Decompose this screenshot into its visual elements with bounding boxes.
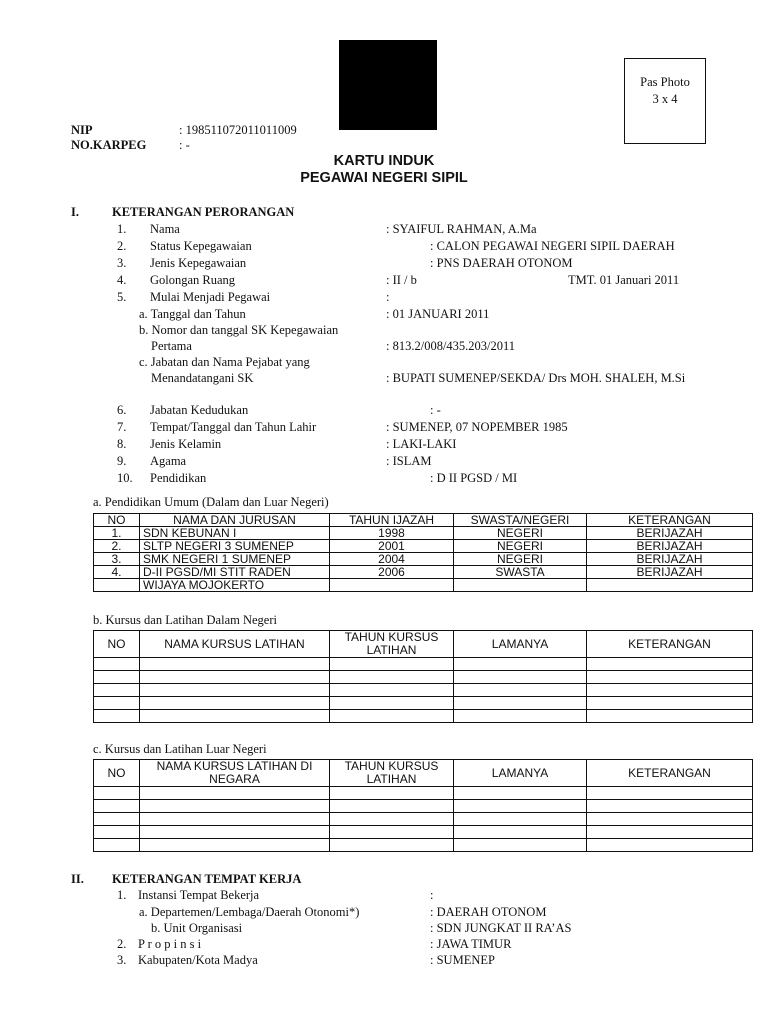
table-cell bbox=[454, 710, 587, 723]
field-label: P r o p i n s i bbox=[138, 937, 202, 951]
table-cell: WIJAYA MOJOKERTO bbox=[140, 579, 330, 592]
row-number: 7. bbox=[117, 420, 127, 434]
field-value: : PNS DAERAH OTONOM bbox=[430, 256, 573, 270]
pendidikan-table bbox=[93, 513, 753, 592]
karpeg-value: : - bbox=[179, 138, 190, 152]
table-cell bbox=[454, 671, 587, 684]
row-number: 6. bbox=[117, 403, 127, 417]
photo-image bbox=[339, 40, 437, 130]
table-cell bbox=[140, 800, 330, 813]
table-cell bbox=[587, 579, 753, 592]
table-row bbox=[94, 658, 753, 671]
table-cell bbox=[140, 839, 330, 852]
table-cell bbox=[587, 697, 753, 710]
field-value: : CALON PEGAWAI NEGERI SIPIL DAERAH bbox=[430, 239, 675, 253]
table-cell bbox=[454, 826, 587, 839]
field-label: a. Tanggal dan Tahun bbox=[139, 307, 246, 321]
table-cell: SLTP NEGERI 3 SUMENEP bbox=[140, 540, 330, 553]
table-cell bbox=[94, 800, 140, 813]
field-label: Pertama bbox=[151, 339, 192, 353]
column-header: LAMANYA bbox=[454, 760, 587, 787]
field-value: : II / b bbox=[386, 273, 417, 287]
table-cell bbox=[94, 684, 140, 697]
table-cell bbox=[94, 658, 140, 671]
column-header: KETERANGAN bbox=[587, 631, 753, 658]
table-cell bbox=[94, 826, 140, 839]
table-cell: 1998 bbox=[330, 527, 454, 540]
column-header: KETERANGAN bbox=[587, 514, 753, 527]
field-value: : LAKI-LAKI bbox=[386, 437, 457, 451]
table-header-row bbox=[94, 514, 753, 527]
section2-heading: KETERANGAN TEMPAT KERJA bbox=[112, 872, 302, 886]
field-value: : SDN JUNGKAT II RA’AS bbox=[430, 921, 572, 935]
page-title: KARTU INDUK bbox=[333, 153, 435, 169]
section1-number: I. bbox=[71, 205, 79, 219]
table-cell: BERIJAZAH bbox=[587, 527, 753, 540]
kursus-luar-table bbox=[93, 759, 753, 852]
table-cell: SMK NEGERI 1 SUMENEP bbox=[140, 553, 330, 566]
row-number: 1. bbox=[117, 222, 127, 236]
table-cell bbox=[330, 658, 454, 671]
table-cell bbox=[140, 697, 330, 710]
table-cell bbox=[330, 697, 454, 710]
table-cell bbox=[454, 813, 587, 826]
column-header: SWASTA/NEGERI bbox=[454, 514, 587, 527]
table-cell: 3. bbox=[94, 553, 140, 566]
field-value: : 01 JANUARI 2011 bbox=[386, 307, 490, 321]
table-cell bbox=[140, 671, 330, 684]
table-row bbox=[94, 800, 753, 813]
field-value: : D II PGSD / MI bbox=[430, 471, 518, 485]
field-value: : ISLAM bbox=[386, 454, 432, 468]
field-value: : bbox=[386, 290, 390, 304]
column-header: NO bbox=[94, 760, 140, 787]
column-header: TAHUN IJAZAH bbox=[330, 514, 454, 527]
table-row bbox=[94, 684, 753, 697]
table-cell: SWASTA bbox=[454, 566, 587, 579]
field-label: b. Unit Organisasi bbox=[151, 921, 243, 935]
table-cell bbox=[330, 787, 454, 800]
pas-photo-size: 3 x 4 bbox=[652, 92, 678, 106]
table-cell bbox=[330, 710, 454, 723]
table-cell bbox=[454, 839, 587, 852]
table-cell: NEGERI bbox=[454, 527, 587, 540]
field-label: Kabupaten/Kota Madya bbox=[138, 953, 258, 967]
table-cell: D-II PGSD/MI STIT RADEN bbox=[140, 566, 330, 579]
table-cell bbox=[454, 658, 587, 671]
column-header: NO bbox=[94, 631, 140, 658]
page-subtitle: PEGAWAI NEGERI SIPIL bbox=[300, 170, 468, 186]
table-cell bbox=[454, 800, 587, 813]
field-value: : 813.2/008/435.203/2011 bbox=[386, 339, 516, 353]
table-cell bbox=[140, 710, 330, 723]
table-cell: 2004 bbox=[330, 553, 454, 566]
field-label: Tempat/Tanggal dan Tahun Lahir bbox=[150, 420, 317, 434]
row-number: 10. bbox=[117, 471, 133, 485]
table-row bbox=[94, 697, 753, 710]
row-number: 3. bbox=[117, 953, 127, 967]
field-label: Status Kepegawaian bbox=[150, 239, 252, 253]
table-row bbox=[94, 787, 753, 800]
kursus-luar-caption: c. Kursus dan Latihan Luar Negeri bbox=[93, 742, 267, 756]
table-cell: BERIJAZAH bbox=[587, 566, 753, 579]
karpeg-label: NO.KARPEG bbox=[71, 138, 147, 152]
row-number: 8. bbox=[117, 437, 127, 451]
field-value: : SUMENEP, 07 NOPEMBER 1985 bbox=[386, 420, 568, 434]
table-cell bbox=[330, 684, 454, 697]
row-number: 4. bbox=[117, 273, 127, 287]
table-cell: SDN KEBUNAN I bbox=[140, 527, 330, 540]
table-cell bbox=[94, 697, 140, 710]
field-value: : SUMENEP bbox=[430, 953, 495, 967]
table-cell bbox=[140, 658, 330, 671]
table-cell bbox=[587, 658, 753, 671]
row-number: 2. bbox=[117, 239, 127, 253]
tmt-value: TMT. 01 Januari 2011 bbox=[568, 273, 680, 287]
table-cell bbox=[94, 671, 140, 684]
table-cell bbox=[587, 826, 753, 839]
table-row bbox=[94, 540, 753, 553]
table-cell bbox=[454, 787, 587, 800]
table-cell: 1. bbox=[94, 527, 140, 540]
pas-photo-label: Pas Photo bbox=[640, 75, 690, 89]
field-label: Jabatan Kedudukan bbox=[150, 403, 249, 417]
column-header: TAHUN KURSUS LATIHAN bbox=[330, 760, 454, 787]
column-header: NAMA DAN JURUSAN bbox=[140, 514, 330, 527]
table-row bbox=[94, 710, 753, 723]
column-header: LAMANYA bbox=[454, 631, 587, 658]
pendidikan-caption: a. Pendidikan Umum (Dalam dan Luar Negeri) bbox=[93, 495, 329, 509]
table-cell bbox=[330, 800, 454, 813]
field-label: Agama bbox=[150, 454, 187, 468]
table-cell bbox=[140, 826, 330, 839]
table-cell bbox=[587, 684, 753, 697]
table-cell bbox=[330, 813, 454, 826]
table-row bbox=[94, 553, 753, 566]
field-label: Golongan Ruang bbox=[150, 273, 236, 287]
table-row bbox=[94, 826, 753, 839]
kursus-dalam-table bbox=[93, 630, 753, 723]
field-value: : JAWA TIMUR bbox=[430, 937, 512, 951]
column-header: NAMA KURSUS LATIHAN bbox=[140, 631, 330, 658]
row-number: 1. bbox=[117, 888, 127, 902]
table-cell bbox=[587, 813, 753, 826]
field-label: Menandatangani SK bbox=[151, 371, 254, 385]
column-header: NO bbox=[94, 514, 140, 527]
table-cell: BERIJAZAH bbox=[587, 540, 753, 553]
table-cell bbox=[94, 710, 140, 723]
row-number: 9. bbox=[117, 454, 127, 468]
table-row bbox=[94, 566, 753, 579]
column-header: TAHUN KURSUS LATIHAN bbox=[330, 631, 454, 658]
table-cell bbox=[94, 579, 140, 592]
row-number: 3. bbox=[117, 256, 127, 270]
table-cell bbox=[587, 800, 753, 813]
field-label: Jenis Kepegawaian bbox=[150, 256, 247, 270]
row-number: 2. bbox=[117, 937, 127, 951]
field-value: : DAERAH OTONOM bbox=[430, 905, 547, 919]
table-row bbox=[94, 813, 753, 826]
table-cell bbox=[454, 579, 587, 592]
table-cell: 4. bbox=[94, 566, 140, 579]
table-cell: 2. bbox=[94, 540, 140, 553]
table-cell bbox=[330, 826, 454, 839]
table-cell bbox=[587, 671, 753, 684]
table-cell bbox=[330, 579, 454, 592]
field-label: Pendidikan bbox=[150, 471, 207, 485]
table-cell bbox=[454, 697, 587, 710]
table-cell: NEGERI bbox=[454, 540, 587, 553]
table-row bbox=[94, 527, 753, 540]
table-row bbox=[94, 671, 753, 684]
table-cell bbox=[140, 787, 330, 800]
field-value: : SYAIFUL RAHMAN, A.Ma bbox=[386, 222, 537, 236]
section1-heading: KETERANGAN PERORANGAN bbox=[112, 205, 295, 219]
table-cell bbox=[140, 813, 330, 826]
table-cell bbox=[587, 839, 753, 852]
field-label: Mulai Menjadi Pegawai bbox=[150, 290, 271, 304]
field-label: Instansi Tempat Bekerja bbox=[138, 888, 260, 902]
pas-photo-box bbox=[624, 58, 706, 144]
table-row bbox=[94, 579, 753, 592]
table-header-row bbox=[94, 760, 753, 787]
table-cell bbox=[94, 787, 140, 800]
table-cell: 2001 bbox=[330, 540, 454, 553]
table-cell: BERIJAZAH bbox=[587, 553, 753, 566]
field-value: : - bbox=[430, 403, 441, 417]
table-cell bbox=[140, 684, 330, 697]
table-cell bbox=[587, 787, 753, 800]
table-cell bbox=[94, 813, 140, 826]
table-cell bbox=[587, 710, 753, 723]
field-label: Jenis Kelamin bbox=[150, 437, 222, 451]
field-label: a. Departemen/Lembaga/Daerah Otonomi*) bbox=[139, 905, 360, 919]
nip-label: NIP bbox=[71, 123, 93, 137]
table-cell bbox=[454, 684, 587, 697]
table-cell bbox=[94, 839, 140, 852]
table-cell bbox=[330, 671, 454, 684]
column-header: NAMA KURSUS LATIHAN DI NEGARA bbox=[140, 760, 330, 787]
field-label: c. Jabatan dan Nama Pejabat yang bbox=[139, 355, 310, 369]
table-cell: NEGERI bbox=[454, 553, 587, 566]
nip-value: : 198511072011011009 bbox=[179, 123, 297, 137]
field-value: : bbox=[430, 888, 434, 902]
field-label: b. Nomor dan tanggal SK Kepegawaian bbox=[139, 323, 339, 337]
table-cell bbox=[330, 839, 454, 852]
section2-number: II. bbox=[71, 872, 84, 886]
field-label: Nama bbox=[150, 222, 180, 236]
column-header: KETERANGAN bbox=[587, 760, 753, 787]
field-value: : BUPATI SUMENEP/SEKDA/ Drs MOH. SHALEH, M.Si bbox=[386, 371, 686, 385]
row-number: 5. bbox=[117, 290, 127, 304]
kursus-dalam-caption: b. Kursus dan Latihan Dalam Negeri bbox=[93, 613, 277, 627]
table-header-row bbox=[94, 631, 753, 658]
table-cell: 2006 bbox=[330, 566, 454, 579]
table-row bbox=[94, 839, 753, 852]
